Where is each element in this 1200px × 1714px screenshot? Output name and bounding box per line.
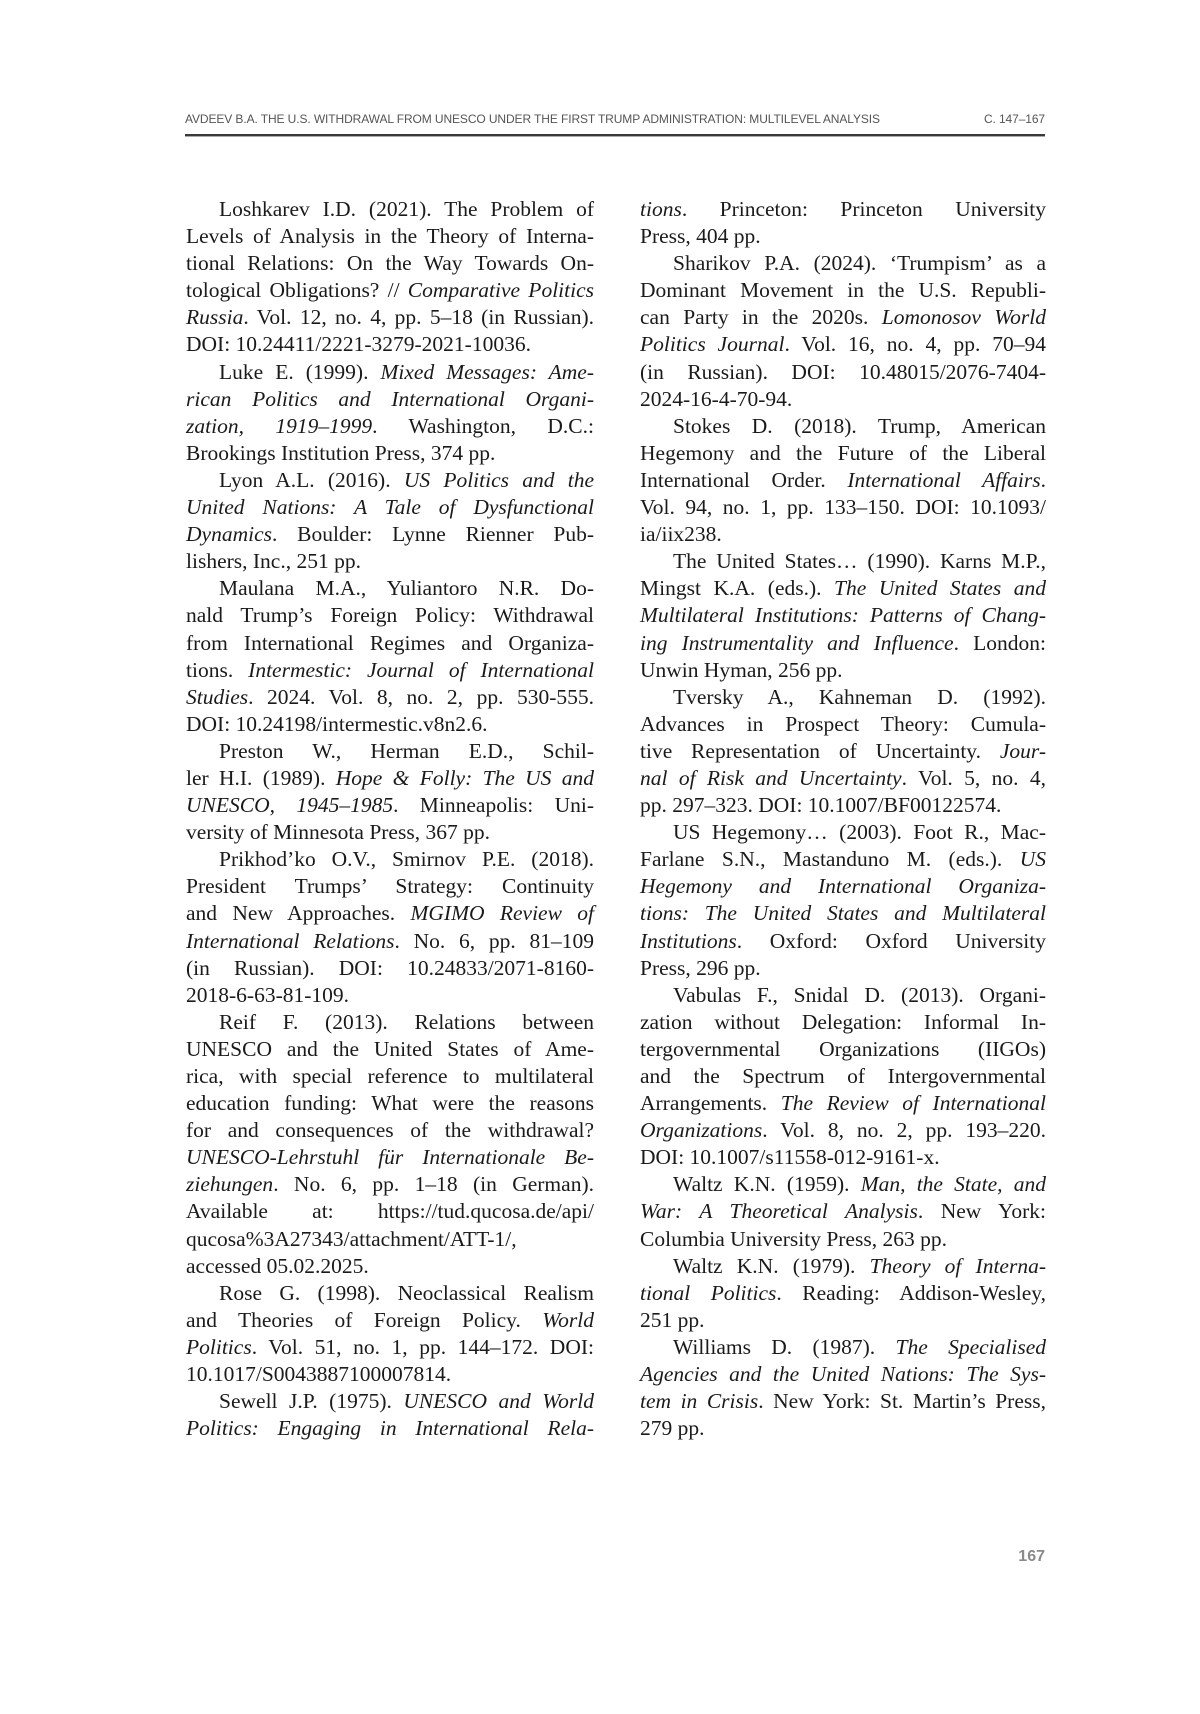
reference-line [186, 277, 594, 304]
reference-entry [640, 250, 1046, 413]
reference-text: 10.1017/S0043887100007814. [186, 1362, 452, 1387]
reference-line [186, 657, 594, 684]
reference-entry [640, 548, 1046, 683]
reference-line [640, 277, 1046, 304]
italic-title-text: zation, 1919–1999 [186, 413, 373, 438]
reference-text: Maulana M.A., Yuliantoro N.R. Do- [219, 576, 594, 601]
reference-line [640, 873, 1046, 900]
italic-title-text: UNESCO-Lehrstuhl für Internationale Be- [186, 1145, 594, 1170]
reference-entry [640, 819, 1046, 982]
reference-line [640, 846, 1046, 873]
italic-title-text: International Affairs [847, 467, 1041, 492]
reference-line [186, 873, 594, 900]
italic-title-text: rican Politics and International Organi- [186, 386, 594, 411]
reference-entry [186, 467, 594, 575]
reference-line [640, 250, 1046, 277]
reference-text: nald Trump’s Foreign Policy: Withdrawal [186, 603, 594, 628]
italic-title-text: Institutions [640, 928, 737, 953]
reference-line [186, 467, 594, 494]
reference-text: qucosa%3A27343/attachment/ATT-1/, [186, 1226, 517, 1251]
reference-text: Press, 296 pp. [640, 955, 761, 980]
reference-line [640, 1334, 1046, 1361]
reference-text: . No. 6, pp. 1–18 (in German). [273, 1172, 594, 1197]
reference-line [186, 738, 594, 765]
reference-text: . Vol. 16, no. 4, pp. 70–94 [784, 332, 1047, 357]
reference-text: Unwin Hyman, 256 pp. [640, 657, 843, 682]
reference-line [640, 223, 1046, 250]
reference-line [640, 1171, 1046, 1198]
reference-text: zation without Delegation: Informal In- [640, 1009, 1046, 1034]
reference-entry [186, 575, 594, 738]
reference-line [186, 955, 594, 982]
reference-text: Dominant Movement in the U.S. Republi- [640, 278, 1046, 303]
reference-line [186, 304, 594, 331]
reference-line [186, 630, 594, 657]
references-column-right [640, 196, 1046, 1442]
reference-line [186, 1171, 594, 1198]
italic-title-text: World [542, 1307, 594, 1332]
reference-text: Luke E. (1999). [219, 359, 381, 384]
italic-title-text: The Review of International [780, 1091, 1046, 1116]
italic-title-text: Jour- [999, 738, 1046, 763]
reference-text: Farlane S.N., Mastanduno M. (eds.). [640, 847, 1020, 872]
reference-line [640, 602, 1046, 629]
italic-title-text: Organizations [640, 1118, 763, 1143]
reference-line [186, 928, 594, 955]
reference-line [640, 331, 1046, 358]
reference-text: and New Approaches. [186, 901, 411, 926]
italic-title-text: Dynamics [186, 522, 272, 547]
reference-text: . Vol. 5, no. 4, [901, 765, 1046, 790]
reference-line [640, 1117, 1046, 1144]
reference-text: (in Russian). DOI: 10.48015/2076-7404- [640, 359, 1046, 384]
reference-line [640, 1226, 1046, 1253]
reference-line [640, 494, 1046, 521]
reference-line [640, 1036, 1046, 1063]
reference-text: International Order. [640, 467, 848, 492]
reference-text: . [1040, 467, 1046, 492]
reference-text: DOI: 10.24411/2221-3279-2021-10036. [186, 332, 531, 357]
reference-line [186, 494, 594, 521]
reference-line [640, 711, 1046, 738]
reference-text: Columbia University Press, 263 pp. [640, 1226, 947, 1251]
reference-line [186, 602, 594, 629]
italic-title-text: The United States and [834, 576, 1046, 601]
reference-text: . London: [953, 630, 1046, 655]
reference-text: Vol. 94, no. 1, pp. 133–150. DOI: 10.1093/ [640, 495, 1046, 520]
reference-text: Stokes D. (2018). Trump, American [673, 413, 1046, 438]
reference-entry [186, 1388, 594, 1442]
reference-text: Tversky A., Kahneman D. (1992). [673, 684, 1046, 709]
reference-line [186, 359, 594, 386]
reference-text: UNESCO and the United States of Ame- [186, 1036, 594, 1061]
reference-entry [186, 1280, 594, 1388]
reference-text: The United States… (1990). Karns M.P., [673, 549, 1046, 574]
reference-line [186, 1198, 594, 1225]
reference-line [640, 1280, 1046, 1307]
reference-text: tergovernmental Organizations (IIGOs) [640, 1036, 1046, 1061]
reference-text: tions. [186, 657, 249, 682]
reference-entry [186, 846, 594, 1009]
reference-text: rica, with special reference to multilateral [186, 1064, 594, 1088]
reference-text: tional Relations: On the Way Towards On- [186, 251, 594, 276]
reference-line [186, 1361, 594, 1388]
reference-text: Loshkarev I.D. (2021). The Problem of [219, 197, 594, 221]
reference-text: . 2024. Vol. 8, no. 2, pp. 530-555. [248, 684, 594, 709]
reference-text: Rose G. (1998). Neoclassical Realism [219, 1280, 594, 1305]
italic-title-text: tem in Crisis [640, 1389, 759, 1414]
reference-text: . Vol. 51, no. 1, pp. 144–172. DOI: [251, 1334, 594, 1359]
reference-entry [640, 1334, 1046, 1442]
reference-line [640, 982, 1046, 1009]
reference-line [640, 359, 1046, 386]
reference-entry [186, 738, 594, 846]
reference-text: Brookings Institution Press, 374 pp. [186, 440, 496, 465]
reference-line [640, 413, 1046, 440]
reference-line [186, 684, 594, 711]
reference-line [640, 819, 1046, 846]
italic-title-text: Russia [186, 305, 244, 330]
reference-line [186, 846, 594, 873]
running-header-title: AVDEEV B.A. THE U.S. WITHDRAWAL FROM UNESCO UNDER THE FIRST TRUMP ADMINISTRATION: MULTILEVEL ANALYSIS [185, 112, 880, 126]
reference-line [640, 548, 1046, 575]
reference-text: US Hegemony… (2003). Foot R., Mac- [673, 820, 1046, 845]
reference-text: . Washington, D.C.: [372, 413, 594, 438]
reference-line [186, 792, 594, 819]
reference-text: Reif F. (2013). Relations between [219, 1009, 594, 1034]
italic-title-text: tional Politics [640, 1280, 777, 1305]
reference-line [640, 792, 1046, 819]
reference-line [186, 196, 594, 223]
reference-line [186, 1388, 594, 1415]
reference-text: 251 pp. [640, 1307, 705, 1332]
reference-text: Available at: https://tud.qucosa.de/api/ [186, 1199, 594, 1224]
italic-title-text: Intermestic: Journal of International [248, 657, 594, 682]
reference-line [186, 413, 594, 440]
reference-line [640, 738, 1046, 765]
reference-line [186, 1415, 594, 1442]
reference-text: ia/iix238. [640, 522, 722, 547]
reference-text: 279 pp. [640, 1416, 705, 1441]
reference-text: DOI: 10.1007/s11558-012-9161-x. [640, 1145, 940, 1170]
reference-line [186, 1280, 594, 1307]
reference-entry [640, 413, 1046, 548]
reference-line [640, 1090, 1046, 1117]
reference-entry [640, 1253, 1046, 1334]
reference-line [186, 1253, 594, 1280]
reference-line [186, 223, 594, 250]
reference-line [640, 1361, 1046, 1388]
italic-title-text: MGIMO Review of [410, 901, 594, 926]
reference-text: Lyon A.L. (2016). [219, 467, 404, 492]
italic-title-text: tions: The United States and Multilateral [640, 901, 1046, 926]
italic-title-text: Hegemony and International Organiza- [640, 874, 1046, 899]
italic-title-text: Theory of Interna- [869, 1253, 1046, 1278]
reference-line [186, 548, 594, 575]
italic-title-text: ziehungen [186, 1172, 274, 1197]
italic-title-text: Multilateral Institutions: Patterns of Chang- [640, 603, 1046, 628]
reference-line [186, 521, 594, 548]
reference-entry [640, 684, 1046, 819]
reference-line [186, 1063, 594, 1090]
reference-text: from International Regimes and Organiza- [186, 630, 594, 655]
reference-text: for and consequences of the withdrawal? [186, 1118, 594, 1143]
italic-title-text: International Relations [186, 928, 395, 953]
reference-entry [186, 196, 594, 359]
reference-line [186, 1036, 594, 1063]
italic-title-text: The Specialised [895, 1334, 1046, 1359]
reference-text: . Oxford: Oxford University [736, 928, 1046, 953]
reference-text: Arrangements. [640, 1091, 781, 1116]
reference-line [186, 250, 594, 277]
reference-text: Press, 404 pp. [640, 224, 761, 249]
reference-text: Mingst K.A. (eds.). [640, 576, 835, 601]
reference-line [640, 765, 1046, 792]
italic-title-text: UNESCO, 1945–1985 [186, 793, 394, 818]
italic-title-text: Comparative Politics [407, 278, 594, 303]
reference-text: versity of Minnesota Press, 367 pp. [186, 820, 490, 845]
italic-title-text: United Nations: A Tale of Dysfunctional [186, 495, 594, 520]
reference-line [186, 711, 594, 738]
reference-line [640, 1198, 1046, 1225]
italic-title-text: Politics: Engaging in International Rela- [186, 1416, 594, 1441]
italic-title-text: Studies [186, 684, 249, 709]
reference-text: 2018-6-63-81-109. [186, 982, 350, 1007]
reference-text: (in Russian). DOI: 10.24833/2071-8160- [186, 955, 594, 980]
reference-line [186, 1090, 594, 1117]
reference-text: . No. 6, pp. 81–109 [394, 928, 594, 953]
reference-line [640, 630, 1046, 657]
reference-line [640, 955, 1046, 982]
reference-line [186, 1334, 594, 1361]
header-rule [185, 134, 1045, 137]
reference-text: . Princeton: Princeton University [681, 197, 1046, 221]
reference-text: can Party in the 2020s. [640, 305, 882, 330]
italic-title-text: Politics [186, 1334, 252, 1359]
reference-line [640, 521, 1046, 548]
reference-text: . Minneapolis: Uni- [393, 793, 594, 818]
reference-entry [640, 196, 1046, 250]
reference-text: President Trumps’ Strategy: Continuity [186, 874, 594, 899]
reference-text: . New York: [917, 1199, 1046, 1224]
italic-title-text: Agencies and the United Nations: The Sys- [640, 1362, 1046, 1387]
reference-line [640, 575, 1046, 602]
reference-text: tive Representation of Uncertainty. [640, 738, 1000, 763]
reference-line [640, 467, 1046, 494]
reference-entry [640, 1171, 1046, 1252]
running-header-page-range: С. 147–167 [983, 112, 1045, 126]
reference-line [186, 331, 594, 358]
italic-title-text: US [1019, 847, 1046, 872]
page-number: 167 [1018, 1548, 1045, 1565]
running-header [185, 112, 1045, 132]
italic-title-text: Lomonosov World [881, 305, 1047, 330]
reference-text: Prikhod’ko O.V., Smirnov P.E. (2018). [219, 847, 594, 872]
reference-text: Waltz K.N. (1979). [673, 1253, 870, 1278]
reference-line [640, 900, 1046, 927]
italic-title-text: US Politics and the [403, 467, 594, 492]
reference-text: Waltz K.N. (1959). [673, 1172, 861, 1197]
reference-text: pp. 297–323. DOI: 10.1007/BF00122574. [640, 793, 1002, 818]
reference-line [186, 1144, 594, 1171]
reference-text: . New York: St. Martin’s Press, [758, 1389, 1046, 1414]
reference-text: accessed 05.02.2025. [186, 1253, 369, 1278]
italic-title-text: ing Instrumentality and Influence [640, 630, 954, 655]
reference-line [640, 1388, 1046, 1415]
reference-text: Vabulas F., Snidal D. (2013). Organi- [673, 982, 1046, 1007]
reference-text: tological Obligations? // [186, 278, 408, 303]
reference-line [186, 440, 594, 467]
reference-text: DOI: 10.24198/intermestic.v8n2.6. [186, 711, 488, 736]
reference-text: . Vol. 12, no. 4, pp. 5–18 (in Russian). [243, 305, 594, 330]
italic-title-text: Politics Journal [640, 332, 785, 357]
reference-line [186, 1226, 594, 1253]
reference-text: . Vol. 8, no. 2, pp. 193–220. [762, 1118, 1046, 1143]
reference-text: Hegemony and the Future of the Liberal [640, 440, 1046, 465]
reference-text: Sewell J.P. (1975). [219, 1389, 404, 1414]
reference-text: Advances in Prospect Theory: Cumula- [640, 711, 1046, 736]
reference-line [186, 575, 594, 602]
reference-line [186, 982, 594, 1009]
reference-line [186, 1009, 594, 1036]
italic-title-text: Man, the State, and [860, 1172, 1046, 1197]
reference-line [640, 440, 1046, 467]
reference-text: and Theories of Foreign Policy. [186, 1307, 543, 1332]
reference-text: ler H.I. (1989). [186, 765, 336, 790]
reference-line [186, 900, 594, 927]
reference-line [186, 1117, 594, 1144]
italic-title-text: UNESCO and World [403, 1389, 594, 1414]
reference-line [186, 1307, 594, 1334]
reference-line [640, 1253, 1046, 1280]
reference-text: Preston W., Herman E.D., Schil- [219, 738, 594, 763]
references-column-left [186, 196, 594, 1442]
reference-text: Williams D. (1987). [673, 1334, 896, 1359]
reference-line [640, 1063, 1046, 1090]
reference-text: Levels of Analysis in the Theory of Interna- [186, 224, 594, 249]
reference-line [640, 304, 1046, 331]
reference-line [640, 1307, 1046, 1334]
reference-line [640, 684, 1046, 711]
italic-title-text: tions [640, 197, 682, 221]
reference-text: . Boulder: Lynne Rienner Pub- [271, 522, 594, 547]
reference-line [186, 819, 594, 846]
reference-text: lishers, Inc., 251 pp. [186, 549, 361, 574]
reference-text: Sharikov P.A. (2024). ‘Trumpism’ as a [673, 251, 1046, 276]
reference-line [640, 386, 1046, 413]
reference-text: . Reading: Addison-Wesley, [776, 1280, 1046, 1305]
reference-line [640, 1009, 1046, 1036]
reference-text: 2024-16-4-70-94. [640, 386, 793, 411]
italic-title-text: War: A Theoretical Analysis [640, 1199, 918, 1224]
reference-line [186, 765, 594, 792]
reference-line [640, 928, 1046, 955]
italic-title-text: Mixed Messages: Ame- [380, 359, 594, 384]
reference-line [186, 386, 594, 413]
reference-line [640, 1144, 1046, 1171]
reference-line [640, 196, 1046, 223]
reference-line [640, 657, 1046, 684]
italic-title-text: Hope & Folly: The US and [335, 765, 594, 790]
reference-entry [186, 1009, 594, 1280]
reference-entry [186, 359, 594, 467]
reference-entry [640, 982, 1046, 1172]
reference-text: education funding: What were the reasons [186, 1091, 594, 1116]
reference-line [640, 1415, 1046, 1442]
reference-text: and the Spectrum of Intergovernmental [640, 1064, 1046, 1088]
italic-title-text: nal of Risk and Uncertainty [640, 765, 902, 790]
